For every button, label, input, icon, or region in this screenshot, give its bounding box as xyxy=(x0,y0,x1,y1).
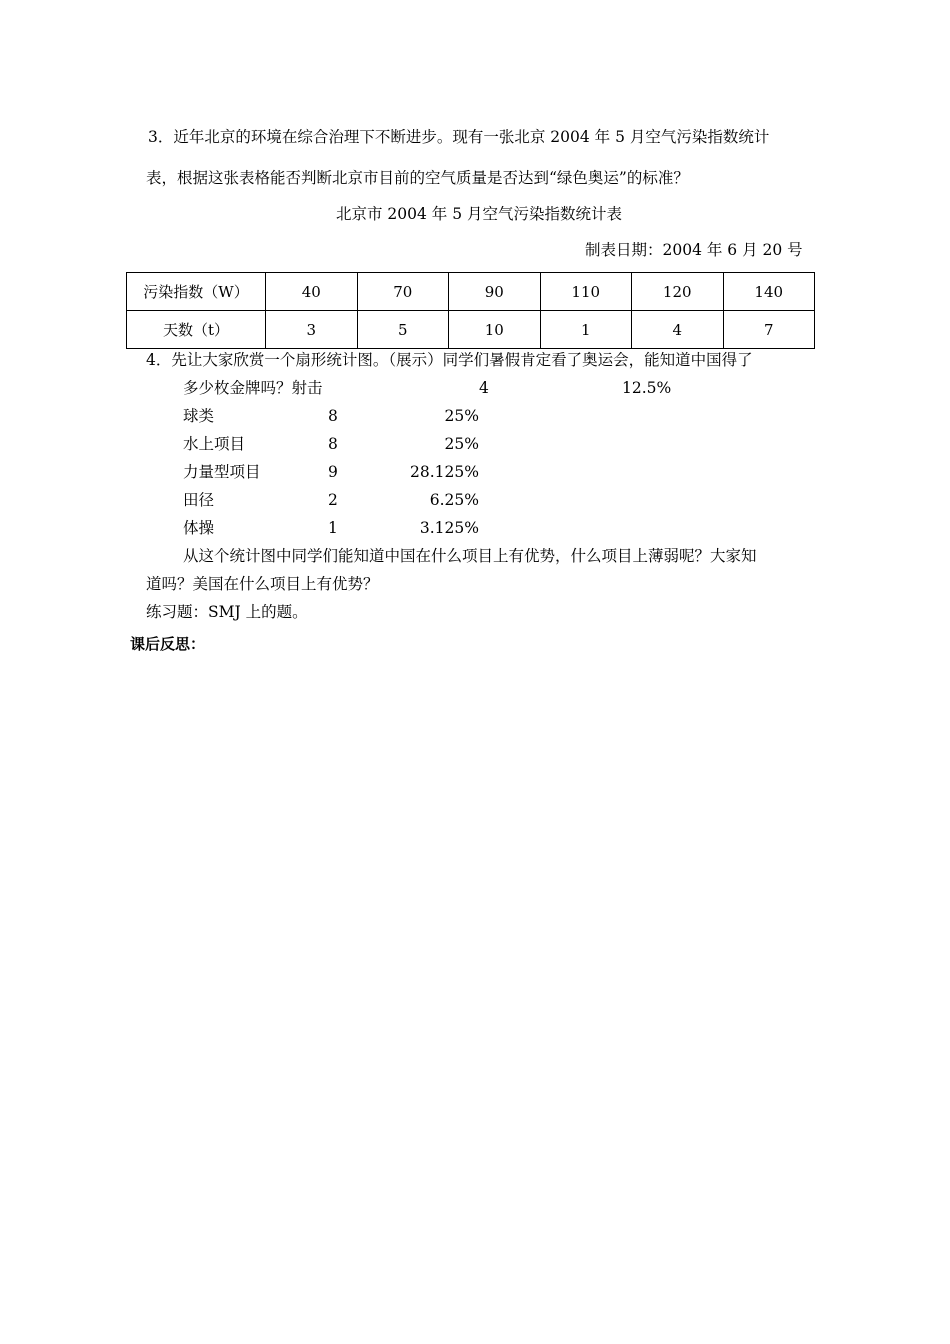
exercise-line: 练习题：SMJ 上的题。 xyxy=(146,603,308,621)
table-cell: 1 xyxy=(540,311,632,349)
medal-count: 8 xyxy=(328,435,338,453)
medal-count: 8 xyxy=(328,407,338,425)
table-row xyxy=(127,273,815,311)
q4-paragraph-line-1: 从这个统计图中同学们能知道中国在什么项目上有优势，什么项目上薄弱呢？大家知 xyxy=(183,547,757,565)
table-cell: 90 xyxy=(449,273,541,311)
medal-count: 1 xyxy=(328,519,338,537)
medal-item-name: 力量型项目 xyxy=(183,463,261,481)
medal-percent: 25% xyxy=(444,435,479,453)
table-cell: 110 xyxy=(540,273,632,311)
medal-item-name: 球类 xyxy=(183,407,215,425)
table-row-label: 污染指数（W） xyxy=(127,273,266,311)
medal-item-name: 体操 xyxy=(183,519,215,537)
table-date: 制表日期：2004 年 6 月 20 号 xyxy=(585,241,803,259)
medal-item-name: 水上项目 xyxy=(183,435,246,453)
table-row xyxy=(127,311,815,349)
q4-line-1: 4．先让大家欣赏一个扇形统计图。（展示）同学们暑假肯定看了奥运会，能知道中国得了 xyxy=(146,351,753,369)
table-cell: 10 xyxy=(449,311,541,349)
table-row-label: 天数（t） xyxy=(127,311,266,349)
table-title: 北京市 2004 年 5 月空气污染指数统计表 xyxy=(336,205,623,223)
q4-line-2: 多少枚金牌吗？射击 xyxy=(183,379,323,397)
medal-percent: 3.125% xyxy=(419,519,479,537)
medal-percent: 25% xyxy=(444,407,479,425)
medal-count: 9 xyxy=(328,463,338,481)
table-cell: 40 xyxy=(266,273,358,311)
q4-paragraph-line-2: 道吗？美国在什么项目上有优势？ xyxy=(146,575,379,593)
table-cell: 140 xyxy=(723,273,815,311)
reflection-heading: 课后反思： xyxy=(130,635,206,653)
q3-line-1: 3．近年北京的环境在综合治理下不断进步。现有一张北京 2004 年 5 月空气污染指数统计 xyxy=(148,128,770,146)
medal-count: 4 xyxy=(479,379,489,397)
medal-percent: 12.5% xyxy=(622,379,672,397)
table-cell: 120 xyxy=(632,273,724,311)
medal-percent: 28.125% xyxy=(410,463,479,481)
q3-line-2: 表，根据这张表格能否判断北京市目前的空气质量是否达到“绿色奥运”的标准？ xyxy=(146,169,689,187)
pollution-table xyxy=(126,272,815,349)
table-cell: 70 xyxy=(357,273,449,311)
medal-percent: 6.25% xyxy=(429,491,479,509)
medal-item-name: 田径 xyxy=(183,491,215,509)
medal-count: 2 xyxy=(328,491,338,509)
table-cell: 3 xyxy=(266,311,358,349)
table-cell: 5 xyxy=(357,311,449,349)
table-cell: 7 xyxy=(723,311,815,349)
table-cell: 4 xyxy=(632,311,724,349)
